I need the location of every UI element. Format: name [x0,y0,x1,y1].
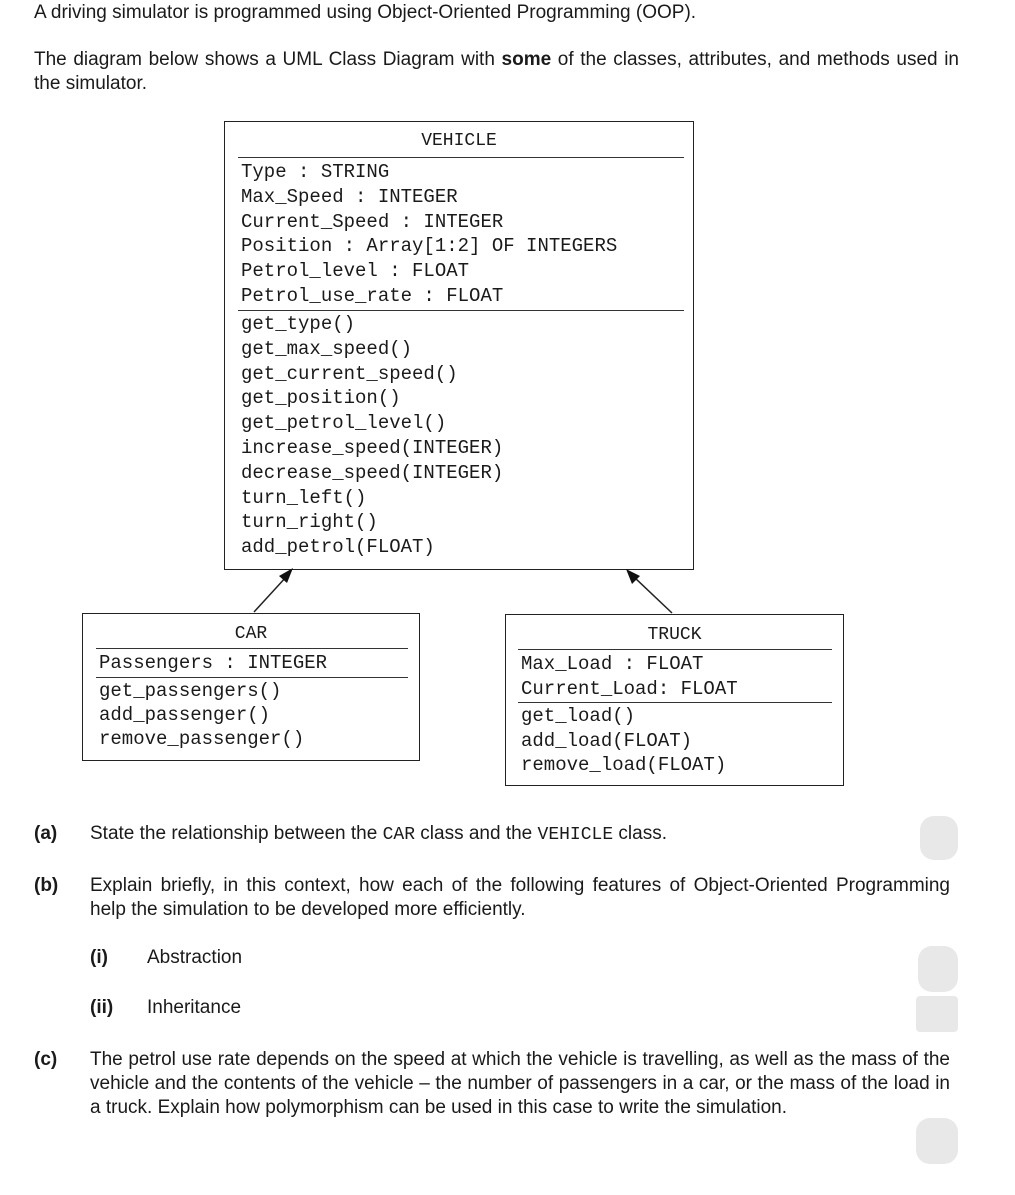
question-a-text-mid: class and the [415,823,538,844]
car-attribute-item: Passengers : INTEGER [99,652,328,674]
truck-inheritance-arrowhead [626,569,640,584]
truck-name-divider [518,649,832,650]
car-inheritance-arrowhead [279,568,293,583]
car-class-name: CAR [234,624,268,644]
vehicle-method-item: decrease_speed(INTEGER) [241,461,504,484]
truck-attributes-divider [518,702,832,703]
vehicle-method-item: get_current_speed() [241,362,458,385]
car-attributes-divider [96,677,408,678]
question-a-text-start: State the relationship between the [90,823,383,844]
intro-text-end: of the classes, attributes, and methods used in the simulator. [34,49,959,94]
question-a-class-car: CAR [382,825,415,845]
intro-text-start: The diagram below shows a UML Class Diagram with [34,49,502,70]
question-b-text: Explain briefly, in this context, how each of the following features of Object-Oriented Programming help the simulation to be developed more efficiently. [90,875,950,920]
vehicle-attribute-item: Current_Speed : INTEGER [241,210,504,233]
vehicle-attribute-item: Petrol_use_rate : FLOAT [241,284,504,307]
vehicle-method-item: get_position() [241,387,401,410]
truck-attribute-item: Max_Load : FLOAT [521,653,704,675]
question-a-class-vehicle: VEHICLE [537,825,614,845]
question-a-text-end: class. [613,823,668,844]
vehicle-method-item: get_max_speed() [241,337,413,360]
car-method-item: remove_passenger() [99,728,305,750]
vehicle-method-item: turn_left() [241,486,367,509]
car-name-divider [96,648,408,649]
question-c-label: (c) [34,1049,58,1070]
car-attributes [99,651,327,675]
mark-box-a [920,816,958,860]
truck-class-name: TRUCK [647,625,702,645]
truck-method-item: add_load(FLOAT) [521,729,693,752]
question-c-text: The petrol use rate depends on the speed at which the vehicle is travelling, as well as the mass of the vehicle and the contents of the vehicle – the number of passengers in a car, or the mass of the load in a truck. Explain how polymorphism can be used in this case to write the simulation. [90,1049,950,1118]
truck-method-item: remove_load(FLOAT) [521,754,727,776]
vehicle-method-item: turn_right() [241,511,378,534]
vehicle-method-item: add_petrol(FLOAT) [241,536,435,559]
question-b-i-label: (i) [90,947,108,968]
question-b-ii-text: Inheritance [147,997,242,1018]
car-methods [99,679,304,751]
question-b-i-text: Abstraction [147,947,243,968]
truck-method-item: get_load() [521,705,636,727]
mark-box-b-ii [916,996,958,1032]
question-b-ii-label: (ii) [90,997,114,1018]
vehicle-method-item: increase_speed(INTEGER) [241,436,504,459]
truck-attributes [521,652,738,701]
truck-attribute-item: Current_Load: FLOAT [521,677,738,700]
truck-methods [521,704,726,778]
vehicle-attribute-item: Type : STRING [241,161,390,183]
vehicle-attribute-item: Petrol_level : FLOAT [241,260,470,283]
car-inheritance-line [254,576,287,612]
intro-sentence: A driving simulator is programmed using Object-Oriented Programming (OOP). [34,2,697,23]
mark-box-b-i [918,946,958,992]
mark-box-c [916,1118,958,1164]
vehicle-attribute-item: Max_Speed : INTEGER [241,185,458,208]
car-method-item: add_passenger() [99,704,271,726]
vehicle-attribute-item: Position : Array[1:2] OF INTEGERS [241,235,618,258]
question-a-label: (a) [34,823,58,844]
vehicle-method-item: get_petrol_level() [241,412,447,435]
intro-bold-some: some [501,49,552,70]
truck-inheritance-line [634,577,672,613]
question-b-label: (b) [34,875,59,896]
vehicle-class-name: VEHICLE [421,131,497,151]
car-method-item: get_passengers() [99,680,282,702]
question-a-text [90,822,910,847]
vehicle-method-item: get_type() [241,313,356,335]
